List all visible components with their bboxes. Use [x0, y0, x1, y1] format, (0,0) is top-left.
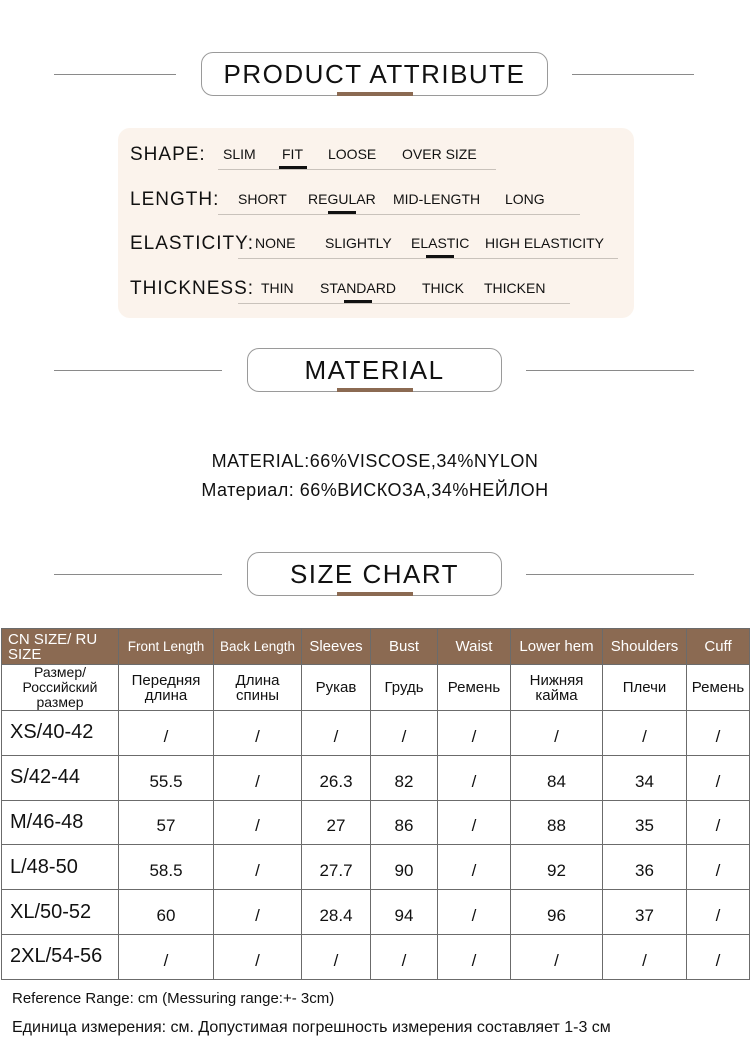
attribute-row-thickness [118, 274, 634, 304]
value-cell: / [687, 800, 750, 845]
value-cell: / [371, 711, 438, 756]
value-cell: 27.7 [302, 845, 371, 890]
product-attribute-heading [0, 52, 750, 100]
attribute-label: ELASTICITY: [130, 233, 254, 254]
attribute-label: SHAPE: [130, 144, 206, 165]
value-cell: 34 [603, 755, 687, 800]
value-cell: / [438, 890, 511, 935]
header-row-en [2, 629, 750, 665]
value-cell: 96 [511, 890, 603, 935]
title-accent-bar [337, 592, 413, 596]
divider-left [54, 574, 222, 575]
column-header-ru: Передняя длина [119, 665, 214, 711]
value-cell: / [603, 934, 687, 979]
option-thin: THIN [261, 280, 294, 296]
value-cell: 36 [603, 845, 687, 890]
size-chart-table [1, 628, 750, 980]
value-cell: / [603, 711, 687, 756]
column-header: Sleeves [302, 629, 371, 665]
value-cell: / [687, 934, 750, 979]
value-cell: 92 [511, 845, 603, 890]
value-cell: / [214, 845, 302, 890]
value-cell: 86 [371, 800, 438, 845]
material-title: MATERIAL [247, 348, 502, 392]
option-high-elasticity: HIGH ELASTICITY [485, 235, 605, 251]
size-cell: L/48-50 [2, 845, 119, 890]
attribute-underline [218, 169, 496, 170]
option-long: LONG [505, 191, 545, 207]
value-cell: 57 [119, 800, 214, 845]
value-cell: / [687, 755, 750, 800]
size-cell: XL/50-52 [2, 890, 119, 935]
table-row [2, 800, 750, 845]
attribute-panel [118, 128, 634, 318]
reference-range-note-en: Reference Range: cm (Messuring range:+- 3cm) [12, 990, 335, 1007]
value-cell: / [687, 711, 750, 756]
column-header: Cuff [687, 629, 750, 665]
divider-left [54, 370, 222, 371]
column-header-ru: Ремень [438, 665, 511, 711]
value-cell: 82 [371, 755, 438, 800]
value-cell: / [511, 934, 603, 979]
value-cell: / [302, 711, 371, 756]
column-header-ru: Длина спины [214, 665, 302, 711]
size-cell: S/42-44 [2, 755, 119, 800]
value-cell: 27 [302, 800, 371, 845]
column-header: Front Length [119, 629, 214, 665]
material-heading [0, 348, 750, 396]
option-thick: THICK [422, 280, 464, 296]
value-cell: / [302, 934, 371, 979]
option-regular-selected: REGULAR [308, 191, 376, 207]
column-header: Back Length [214, 629, 302, 665]
value-cell: / [119, 934, 214, 979]
option-thicken: THICKEN [484, 280, 546, 296]
column-header: Lower hem [511, 629, 603, 665]
value-cell: 90 [371, 845, 438, 890]
title-accent-bar [337, 388, 413, 392]
value-cell: / [438, 800, 511, 845]
option-short: SHORT [238, 191, 287, 207]
column-header: Shoulders [603, 629, 687, 665]
header-row-ru [2, 665, 750, 711]
table-row [2, 755, 750, 800]
value-cell: / [214, 800, 302, 845]
size-chart-heading [0, 552, 750, 600]
option-mid-length: MID-LENGTH [393, 191, 481, 207]
value-cell: 35 [603, 800, 687, 845]
product-attribute-title: PRODUCT ATTRIBUTE [201, 52, 548, 96]
value-cell: 58.5 [119, 845, 214, 890]
column-header-ru: Размер/ Российский размер [2, 665, 119, 711]
value-cell: 84 [511, 755, 603, 800]
size-cell: XS/40-42 [2, 711, 119, 756]
column-header: Waist [438, 629, 511, 665]
table-row [2, 845, 750, 890]
value-cell: / [214, 890, 302, 935]
option-loose: LOOSE [328, 146, 377, 162]
attribute-underline [238, 303, 570, 304]
value-cell: 37 [603, 890, 687, 935]
option-standard-selected: STANDARD [320, 280, 396, 296]
option-slim: SLIM [223, 146, 256, 162]
value-cell: / [438, 711, 511, 756]
size-chart-title: SIZE CHART [247, 552, 502, 596]
value-cell: / [214, 934, 302, 979]
option-fit-selected: FIT [282, 146, 303, 162]
table-row [2, 711, 750, 756]
value-cell: 60 [119, 890, 214, 935]
option-elastic-selected: ELASTIC [411, 235, 470, 251]
value-cell: 28.4 [302, 890, 371, 935]
value-cell: / [687, 845, 750, 890]
value-cell: 55.5 [119, 755, 214, 800]
reference-range-note-ru: Единица измерения: см. Допустимая погрешность измерения составляет 1-3 см [12, 1019, 611, 1036]
value-cell: / [438, 755, 511, 800]
size-cell: 2XL/54-56 [2, 934, 119, 979]
value-cell: 88 [511, 800, 603, 845]
value-cell: / [214, 711, 302, 756]
divider-right [572, 74, 694, 75]
table-row [2, 890, 750, 935]
attribute-row-elasticity [118, 229, 634, 259]
material-ru: Материал: 66%ВИСКОЗА,34%НЕЙЛОН [201, 480, 549, 500]
value-cell: 94 [371, 890, 438, 935]
attribute-row-shape [118, 140, 634, 170]
value-cell: / [511, 711, 603, 756]
attribute-underline [238, 258, 618, 259]
column-header-ru: Грудь [371, 665, 438, 711]
attribute-underline [218, 214, 580, 215]
attribute-row-length [118, 185, 634, 215]
option-slightly: SLIGHTLY [325, 235, 392, 251]
material-en: MATERIAL:66%VISCOSE,34%NYLON [211, 451, 539, 471]
title-accent-bar [337, 92, 413, 96]
divider-left [54, 74, 176, 75]
column-header-ru: Нижняя кайма [511, 665, 603, 711]
column-header: CN SIZE/ RU SIZE [2, 629, 119, 665]
value-cell: / [687, 890, 750, 935]
column-header-ru: Плечи [603, 665, 687, 711]
value-cell: / [438, 934, 511, 979]
value-cell: / [438, 845, 511, 890]
column-header-ru: Рукав [302, 665, 371, 711]
divider-right [526, 574, 694, 575]
attribute-label: THICKNESS: [130, 278, 255, 299]
column-header: Bust [371, 629, 438, 665]
attribute-label: LENGTH: [130, 189, 220, 210]
table-row [2, 934, 750, 979]
value-cell: / [119, 711, 214, 756]
option-none: NONE [255, 235, 296, 251]
value-cell: 26.3 [302, 755, 371, 800]
column-header-ru: Ремень [687, 665, 750, 711]
size-cell: M/46-48 [2, 800, 119, 845]
option-over-size: OVER SIZE [402, 146, 477, 162]
value-cell: / [214, 755, 302, 800]
divider-right [526, 370, 694, 371]
value-cell: / [371, 934, 438, 979]
